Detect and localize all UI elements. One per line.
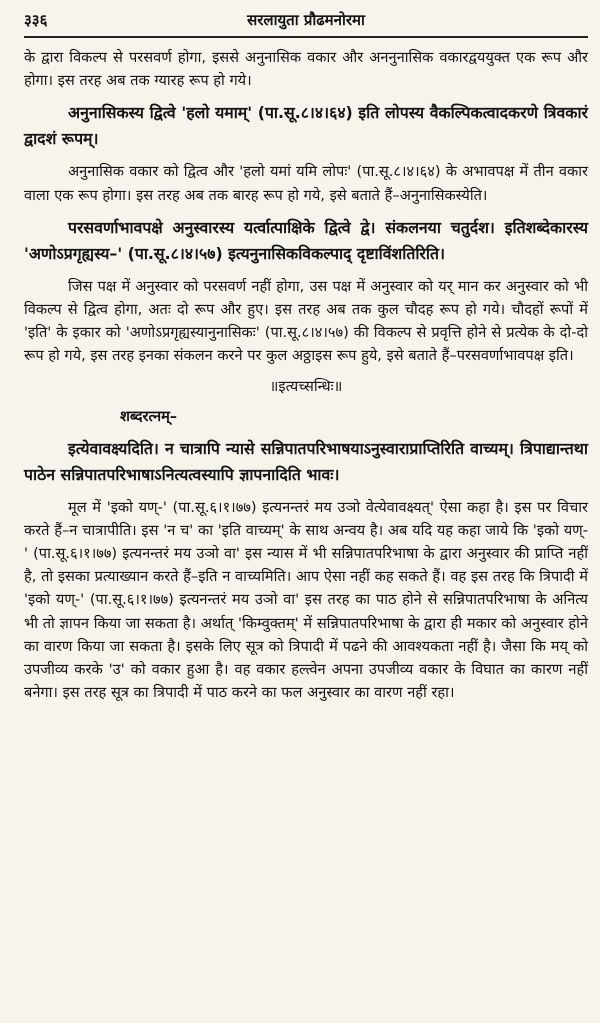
translation-paragraph-3: जिस पक्ष में अनुस्वार को परसवर्ण नहीं होगा, उस पक्ष में अनुस्वार को यर् मान कर अनुस्वार को भी विकल्प से द्वित्व होगा, अतः दो रूप और हुए। इस तरह अब तक कुल चौदह रूप हो गये। चौदहों रूपों में 'इति' के इकार को 'अणोऽप्रगृह्यस्यानुनासिकः' (पा.सू.८।४।५७) की विकल्प से प्रवृत्ति होने से प्रत्येक के दो-दो रूप हो गये, इस तरह इनका संकलन करने पर कुल अठ्ठाइस रूप हुये, इसे बताते हैं–परसवर्णाभावपक्ष इति। [24,277,588,365]
translation-paragraph-1: के द्वारा विकल्प से परसवर्ण होगा, इससे अनुनासिक वकार और अननुनासिक वकारद्वययुक्त एक रूप और होगा। इस तरह अब तक ग्यारह रूप हो गये। [24,49,588,90]
section-heading: शब्दरत्नम्– [120,407,178,425]
page-number: ३३६ [24,11,48,29]
section-end-marker: ॥इत्यच्सन्धिः॥ [269,377,343,395]
page-header [24,8,588,34]
translation-paragraph-4: मूल में 'इको यण्-' (पा.सू.६।१।७७) इत्यनन्तरं मय उञो वेत्येवावक्ष्यत्' ऐसा कहा है। इस पर विचार करते हैं–न चात्रापीति। इस 'न च' का 'इति वाच्यम्' के साथ अन्वय है। अब यदि यह कहा जाये कि 'इको यण्-' (पा.सू.६।१।७७) इत्यनन्तरं मय उञो वा' इस न्यास में भी सन्निपातपरिभाषा के द्वारा अनुस्वार की प्राप्ति नहीं है, तो इसका प्रत्याख्यान करते हैं–इति न वाच्यमिति। आप ऐसा नहीं कह सकते हैं। वह इस तरह कि त्रिपादी में 'इको यण्-' (पा.सू.६।१।७७) इत्यनन्तरं मय उञो वा' इस तरह का पाठ होने से सन्निपातपरिभाषा के अनित्य भी तो ज्ञापन किया जा सकता है। अर्थात् 'किम्वुक्तम्' में सन्निपातपरिभाषा के द्वारा ही मकार को अनुस्वार होने का वारण किया जा सकता है। इसके लिए सूत्र को त्रिपादी में पढने की आवश्यकता नहीं है। जैसा कि मय् को उपजीव्य करके 'उ' को वकार हुआ है। वह वकार हल्त्वेन अपना उपजीव्य वकार के विघात का कारण नहीं बनेगा। इस तरह सूत्र का त्रिपादी में पाठ करने का फल अनुस्वार का वारण नहीं रहा। [24,498,588,702]
sanskrit-commentary-1: अनुनासिकस्य द्वित्वे 'हलो यमाम्' (पा.सू.८।४।६४) इति लोपस्य वैकल्पिकत्वादकरणे त्रिवकारं द्वादशं रूपम्। [24,103,588,149]
header-rule [24,36,588,38]
sanskrit-commentary-2: परसवर्णाभावपक्षे अनुस्वारस्य यर्त्वात्पाक्षिके द्वित्वे द्वे। संकलनया चतुर्दश। इतिशब्देकारस्य 'अणोऽप्रगृह्यस्य–' (पा.सू.८।४।५७) इत्यनुनासिकविकल्पाद् दृष्टाविंशतिरिति। [24,217,588,263]
running-title: सरलायुता प्रौढमनोरमा [247,11,365,29]
sanskrit-commentary-3: इत्येवावक्ष्यदिति। न चात्रापि न्यासे सन्निपातपरिभाषयाऽनुस्वाराप्राप्तिरिति वाच्यम्। त्रिपाद्यान्तथा पाठेन सन्निपातपरिभाषाऽनित्यत्वस्यापि ज्ञापनादिति भावः। [24,438,588,484]
translation-paragraph-2: अनुनासिक वकार को द्वित्व और 'हलो यमां यमि लोपः' (पा.सू.८।४।६४) के अभावपक्ष में तीन वकार वाला एक रूप होगा। इस तरह अब तक बारह रूप हो गये, इसे बताते हैं–अनुनासिकस्येति। [24,163,588,204]
